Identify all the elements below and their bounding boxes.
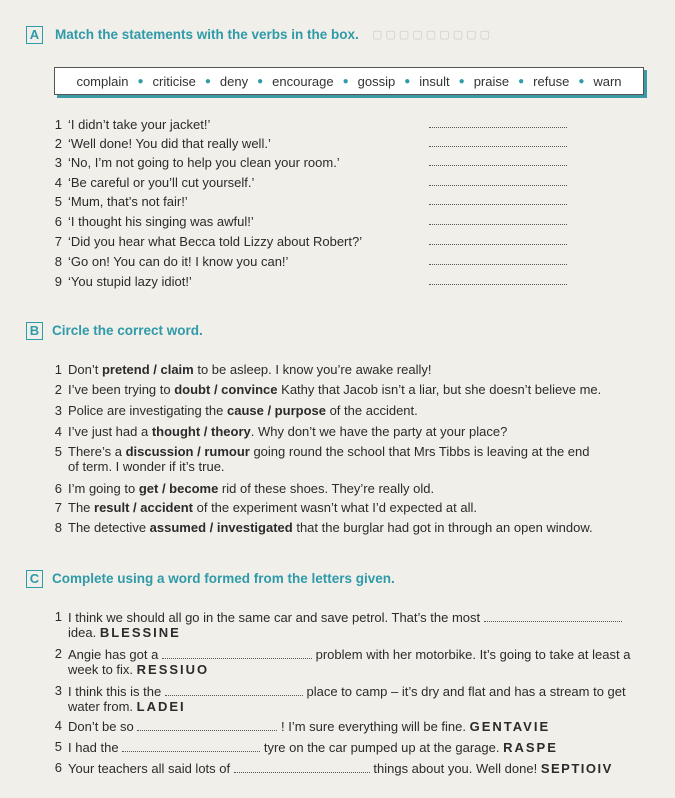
item-number: 1 [54, 609, 62, 624]
sentence-start: Don’t [68, 362, 102, 377]
item-number: 8 [54, 520, 62, 535]
item-number: 6 [54, 760, 62, 775]
item-number: 1 [54, 117, 62, 132]
anagram-letters: GENTAVIE [469, 719, 551, 734]
bullet-dot: ● [257, 75, 264, 87]
item-number: 6 [54, 214, 62, 229]
bullet-dot: ● [204, 75, 211, 87]
section-c-title: Complete using a word formed from the letters given. [52, 571, 395, 586]
sentence-end: things about you. Well done! [373, 761, 538, 776]
answer-blank[interactable] [429, 254, 567, 265]
bullet-dot: ● [137, 75, 144, 87]
sentence-end: . Why don’t we have the party at your place? [250, 424, 508, 439]
word-choice[interactable]: discussion / rumour [125, 444, 250, 459]
verb-gossip: gossip [357, 73, 396, 89]
sentence-end: that the burglar had got in through an open window. [292, 520, 593, 535]
statement-text: ‘No, I’m not going to help you clean your room.’ [68, 155, 340, 170]
answer-blank[interactable] [165, 683, 303, 696]
statement-text: ‘I thought his singing was awful!’ [68, 214, 254, 229]
statement-text: ‘Did you hear what Becca told Lizzy about Robert?’ [68, 234, 363, 249]
item-number: 7 [54, 500, 62, 515]
statement-text: ‘You stupid lazy idiot!’ [68, 274, 192, 289]
verb-encourage: encourage [272, 73, 334, 89]
word-choice[interactable]: pretend / claim [101, 362, 194, 377]
sentence-end: going round the school that Mrs Tibbs is leaving at the end [249, 444, 590, 459]
verb-deny: deny [219, 73, 249, 89]
answer-blank[interactable] [234, 760, 370, 773]
sentence-start: Don’t be so [68, 719, 134, 734]
answer-blank[interactable] [137, 718, 277, 731]
sentence-start: I had the [68, 740, 119, 755]
sentence-start: Your teachers all said lots of [68, 761, 231, 776]
statement-text: ‘Mum, that’s not fair!’ [68, 194, 188, 209]
sentence-end: of the accident. [325, 403, 418, 418]
sentence-end: place to camp – it’s dry and flat and has a stream to get [306, 684, 626, 699]
sentence-end: of the experiment wasn’t what I’d expected at all. [193, 500, 477, 515]
sentence-end: rid of these shoes. They’re really old. [218, 481, 435, 496]
word-choice[interactable]: thought / theory [151, 424, 251, 439]
sentence-continuation: water from. [68, 699, 134, 714]
answer-blank[interactable] [429, 175, 567, 186]
answer-blank[interactable] [429, 234, 567, 245]
item-number: 3 [54, 155, 62, 170]
item-number: 5 [54, 739, 62, 754]
verb-refuse: refuse [533, 73, 570, 89]
sentence-start: Angie has got a [68, 647, 159, 662]
item-number: 2 [54, 136, 62, 151]
sentence-start: I think this is the [68, 684, 162, 699]
item-number: 5 [54, 194, 62, 209]
answer-blank[interactable] [429, 117, 567, 128]
section-c-label: C [26, 570, 43, 588]
answer-blank[interactable] [162, 646, 312, 659]
bullet-dot: ● [404, 75, 411, 87]
statement-text: ‘Go on! You can do it! I know you can!’ [68, 254, 289, 269]
item-number: 2 [54, 382, 62, 397]
anagram-letters: SEPTIOIV [540, 761, 613, 776]
sentence-end: Kathy that Jacob isn’t a liar, but she doesn’t believe me. [277, 382, 602, 397]
section-b-label: B [26, 322, 43, 340]
sentence-continuation: idea. [68, 625, 97, 640]
anagram-letters: LADEI [136, 699, 186, 714]
item-number: 7 [54, 234, 62, 249]
item-number: 1 [54, 362, 62, 377]
verb-box [54, 67, 644, 95]
sentence-start: I’m going to [68, 481, 139, 496]
sentence-start: There’s a [68, 444, 126, 459]
sentence-start: Police are investigating the [68, 403, 227, 418]
bullet-dot: ● [342, 75, 349, 87]
answer-blank[interactable] [429, 194, 567, 205]
verb-criticise: criticise [152, 73, 196, 89]
item-number: 4 [54, 718, 62, 733]
answer-blank[interactable] [429, 214, 567, 225]
answer-blank[interactable] [429, 155, 567, 166]
verb-insult: insult [419, 73, 450, 89]
sentence-end: ! I’m sure everything will be fine. [281, 719, 466, 734]
sentence-start: I’ve just had a [68, 424, 152, 439]
item-number: 2 [54, 646, 62, 661]
verb-praise: praise [473, 73, 510, 89]
statement-text: ‘I didn’t take your jacket!’ [68, 117, 211, 132]
verb-complain: complain [76, 73, 129, 89]
section-a-label: A [26, 26, 43, 44]
item-number: 8 [54, 254, 62, 269]
verb-warn: warn [593, 73, 622, 89]
item-number: 4 [54, 424, 62, 439]
item-number: 6 [54, 481, 62, 496]
anagram-letters: BLESSINE [99, 625, 181, 640]
sentence-start: The [68, 500, 95, 515]
item-number: 5 [54, 444, 62, 459]
sentence-continuation: of term. I wonder if it’s true. [68, 459, 225, 474]
word-choice[interactable]: get / become [138, 481, 219, 496]
sentence-start: I think we should all go in the same car and save petrol. That’s the most [68, 610, 481, 625]
bullet-dot: ● [578, 75, 585, 87]
answer-blank[interactable] [484, 609, 622, 622]
sentence-continuation: week to fix. [68, 662, 134, 677]
sentence-start: The detective [68, 520, 150, 535]
answer-blank[interactable] [429, 136, 567, 147]
answer-blank[interactable] [429, 274, 567, 285]
statement-text: ‘Well done! You did that really well.’ [68, 136, 271, 151]
statement-text: ‘Be careful or you’ll cut yourself.’ [68, 175, 255, 190]
bleed-through-decoration: ▢ ▢ ▢ ▢ ▢ ▢ ▢ ▢ ▢ [372, 29, 490, 41]
item-number: 3 [54, 403, 62, 418]
anagram-letters: RASPE [503, 740, 558, 755]
sentence-end: tyre on the car pumped up at the garage. [263, 740, 500, 755]
word-choice[interactable]: cause / purpose [226, 403, 326, 418]
anagram-letters: RESSIUO [136, 662, 210, 677]
section-a-title: Match the statements with the verbs in the box. [55, 27, 359, 42]
sentence-end: to be asleep. I know you’re awake really! [193, 362, 432, 377]
item-number: 3 [54, 683, 62, 698]
answer-blank[interactable] [122, 739, 260, 752]
item-number: 9 [54, 274, 62, 289]
bullet-dot: ● [458, 75, 465, 87]
sentence-end: problem with her motorbike. It’s going to take at least a [315, 647, 631, 662]
word-choice[interactable]: doubt / convince [174, 382, 278, 397]
item-number: 4 [54, 175, 62, 190]
bullet-dot: ● [518, 75, 525, 87]
word-choice[interactable]: assumed / investigated [149, 520, 293, 535]
word-choice[interactable]: result / accident [94, 500, 193, 515]
section-b-title: Circle the correct word. [52, 323, 203, 338]
sentence-start: I’ve been trying to [68, 382, 175, 397]
